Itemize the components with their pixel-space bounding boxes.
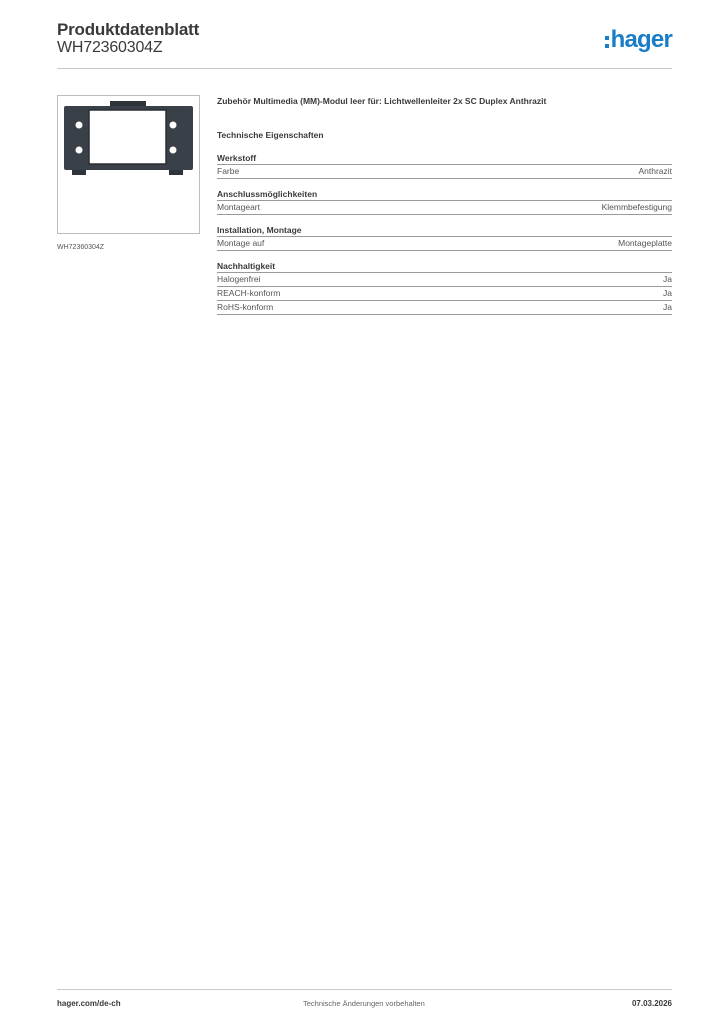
section-anschlussmoeglichkeiten (217, 189, 672, 215)
technical-properties-heading: Technische Eigenschaften (217, 130, 324, 140)
page-footer (57, 989, 672, 1020)
section-title: Werkstoff (217, 153, 672, 165)
property-row (217, 301, 672, 315)
multimedia-module-icon (58, 96, 199, 233)
product-details (217, 95, 672, 315)
section-nachhaltigkeit (217, 261, 672, 315)
property-value: Ja (663, 302, 672, 312)
section-installation-montage (217, 225, 672, 251)
property-value: Klemmbefestigung (601, 202, 672, 212)
property-label: Montageart (217, 202, 260, 212)
property-label: RoHS-konform (217, 302, 274, 312)
section-werkstoff (217, 153, 672, 179)
logo-colon-icon (605, 36, 609, 48)
article-number: WH72360304Z (57, 39, 163, 56)
footer-website-link[interactable]: hager.com/de-ch (57, 999, 121, 1008)
property-row (217, 201, 672, 215)
property-row (217, 287, 672, 301)
property-value: Montageplatte (618, 238, 672, 248)
hager-logo (605, 26, 672, 54)
property-label: Farbe (217, 166, 240, 176)
page-header (57, 20, 672, 69)
property-row (217, 237, 672, 251)
document-title: Produktdatenblatt (57, 20, 200, 39)
section-title: Installation, Montage (217, 225, 672, 237)
property-value: Anthrazit (638, 166, 672, 176)
property-row (217, 273, 672, 287)
property-row (217, 165, 672, 179)
footer-note: Technische Änderungen vorbehalten (303, 999, 425, 1008)
property-label: REACH-konform (217, 288, 281, 298)
property-value: Ja (663, 288, 672, 298)
property-label: Halogenfrei (217, 274, 261, 284)
section-title: Anschlussmöglichkeiten (217, 189, 672, 201)
image-caption: WH72360304Z (57, 244, 105, 251)
footer-date: 07.03.2026 (631, 999, 672, 1008)
property-label: Montage auf (217, 238, 265, 248)
product-image (57, 95, 200, 234)
product-description: Zubehör Multimedia (MM)-Modul leer für: Lichtwellenleiter 2x SC Duplex Anthrazit (217, 96, 547, 106)
property-value: Ja (663, 274, 672, 284)
section-title: Nachhaltigkeit (217, 261, 672, 273)
logo-text: hager (610, 26, 672, 53)
